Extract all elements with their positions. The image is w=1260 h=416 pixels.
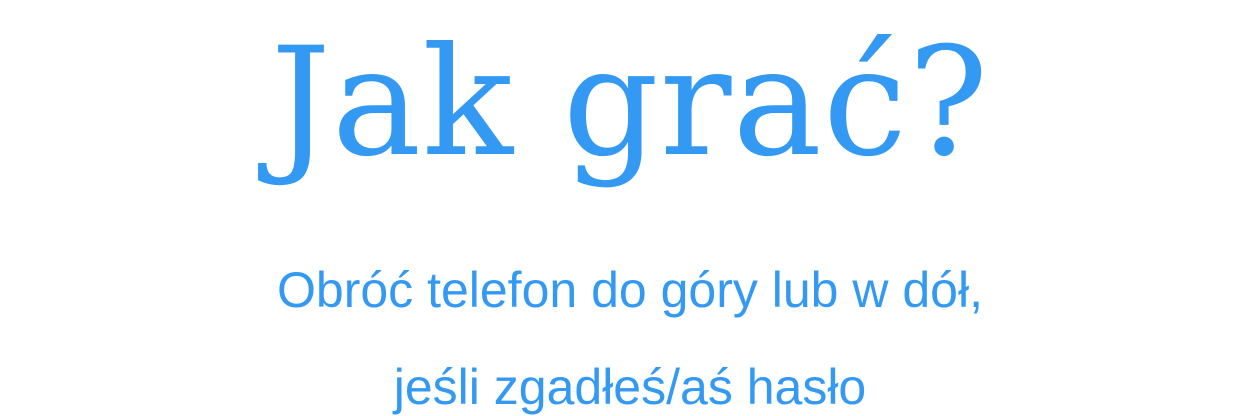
instruction-line-2: jeśli zgadłeś/aś hasło xyxy=(393,359,867,415)
instructions-text xyxy=(0,258,1260,416)
instruction-line-1: Obróć telefon do góry lub w dół, xyxy=(277,262,983,318)
page-title: Jak grać? xyxy=(270,16,990,190)
